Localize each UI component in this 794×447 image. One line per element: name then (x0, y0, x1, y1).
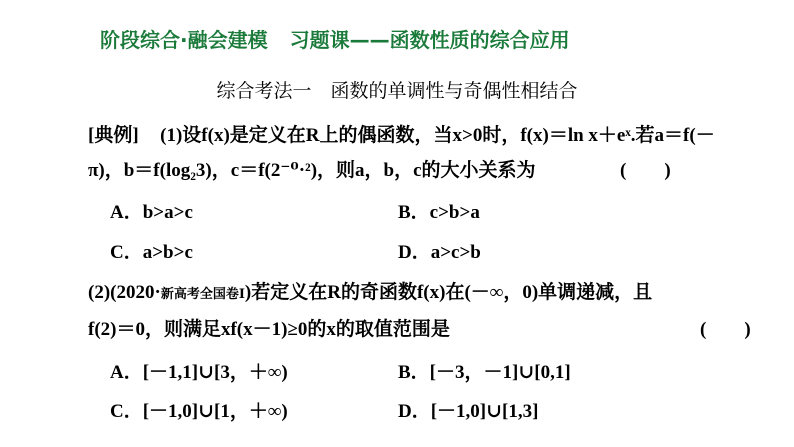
q1-line1-row (88, 120, 715, 147)
q2-line1-rest: )若定义在R的奇函数f(x)在(－∞，0)单调递减，且 (244, 282, 653, 303)
q1-answer-bracket: ( ) (620, 160, 671, 181)
q2-option-c: C．[－1,0]∪[1，＋∞) (110, 401, 288, 422)
q2-option-a: A．[－1,1]∪[3，＋∞) (110, 362, 288, 383)
header-part2: 习题课——函数性质的综合应用 (289, 28, 570, 52)
q1-option-c: C．a>b>c (110, 242, 193, 263)
q2-line2: f(2)＝0，则满足xf(x－1)≥0的x的取值范围是 (88, 319, 450, 340)
q1-line2: π)，b＝f(log₂3)，c＝f(2⁻⁰·²)，则a，b，c的大小关系为 (88, 160, 536, 181)
section-title: 综合考法一 函数的单调性与奇偶性相结合 (216, 80, 578, 102)
slide-header (100, 24, 570, 53)
q1-option-d: D．a>c>b (398, 242, 481, 263)
q2-line1-row (88, 277, 652, 304)
q2-option-b: B．[－3，－1]∪[0,1] (398, 362, 571, 383)
header-part1: 阶段综合·融会建模 (100, 28, 268, 52)
q2-prefix: (2)(2020· (88, 282, 161, 303)
q2-source: 新高考全国卷Ⅰ (160, 286, 245, 301)
q1-option-b: B．c>b>a (398, 202, 480, 223)
q2-answer-bracket: ( ) (700, 319, 751, 340)
example-tag: [典例] (88, 125, 139, 146)
q2-option-d: D．[－1,0]∪[1,3] (398, 401, 539, 422)
q1-option-a: A．b>a>c (110, 202, 193, 223)
q1-line1: (1)设f(x)是定义在R上的偶函数，当x>0时，f(x)＝ln x＋eˣ.若a＝f(－ (160, 125, 715, 146)
